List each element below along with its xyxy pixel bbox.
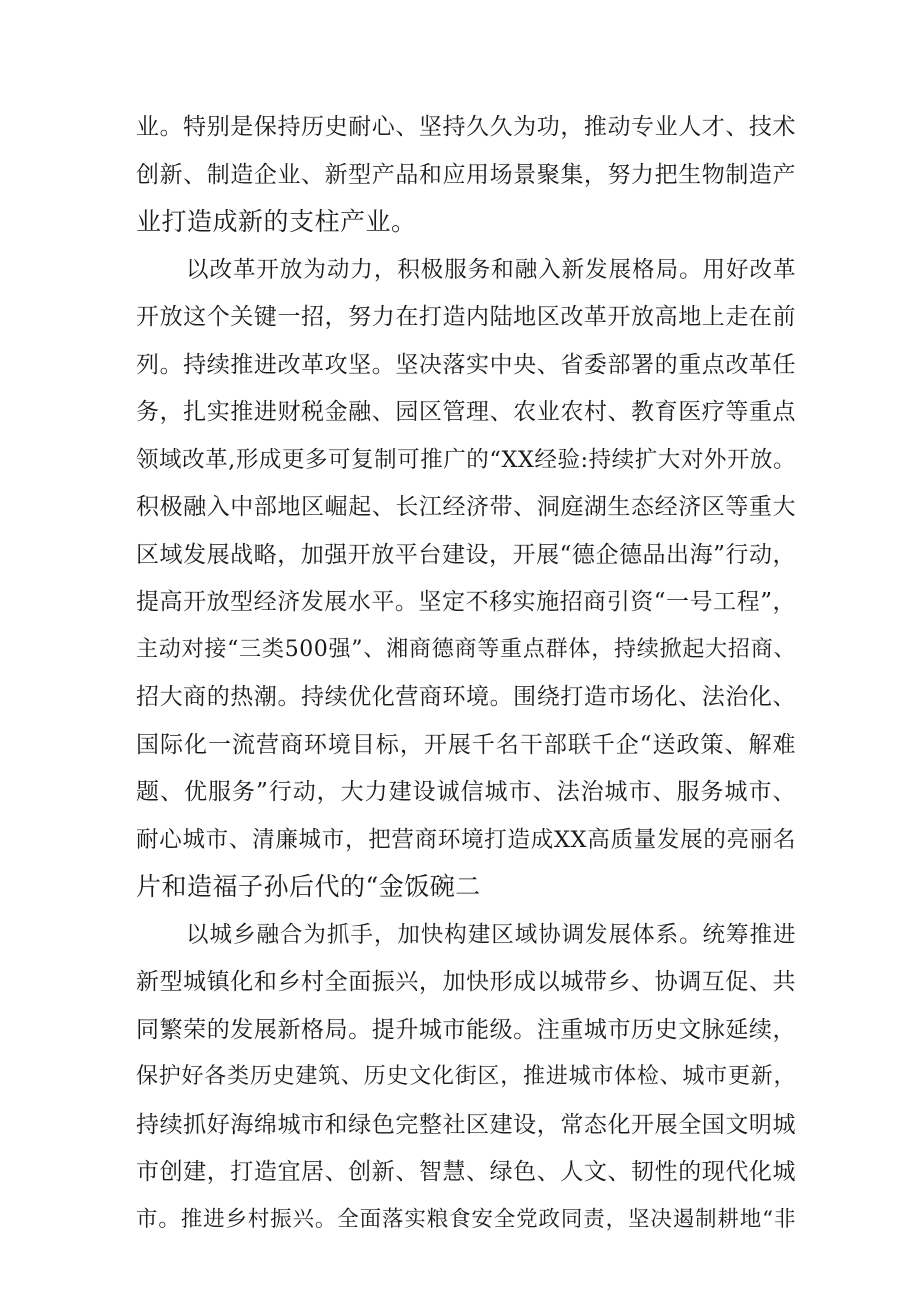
text-line: 主动对接“三类500强”、湘商德商等重点群体，持续掀起大招商、 <box>136 637 796 662</box>
text-line: 区域发展战略，加强开放平台建设，开展“德企德品出海”行动， <box>136 542 796 568</box>
text-line: 市创建，打造宜居、创新、智慧、绿色、人文、韧性的现代化城 <box>136 1159 796 1185</box>
text-line: 列。持续推进改革攻坚。坚决落实中央、省委部署的重点改革任 <box>136 352 796 378</box>
text-line: 保护好各类历史建筑、历史文化街区，推进城市体检、城市更新， <box>136 1064 796 1089</box>
paragraph-first-line: 以城乡融合为抓手，加快构建区域协调发展体系。统筹推进 <box>186 922 796 948</box>
text-line: 国际化一流营商环境目标，开展千名干部联千企“送政策、解难 <box>136 732 796 758</box>
text-line: 业打造成新的支柱产业。 <box>136 207 417 236</box>
paragraph-first-line: 以改革开放为动力，积极服务和融入新发展格局。用好改革 <box>186 257 796 283</box>
text-line: 业。特别是保持历史耐心、坚持久久为功，推动专业人才、技术 <box>136 114 796 140</box>
text-line: 积极融入中部地区崛起、长江经济带、洞庭湖生态经济区等重大 <box>136 494 796 520</box>
text-line: 务，扎实推进财税金融、园区管理、农业农村、教育医疗等重点 <box>136 399 796 425</box>
text-line: 新型城镇化和乡村全面振兴，加快形成以城带乡、协调互促、共 <box>136 969 796 995</box>
text-line: 提高开放型经济发展水平。坚定不移实施招商引资“一号工程”， <box>136 589 796 615</box>
text-line: 市。推进乡村振兴。全面落实粮食安全党政同责，坚决遏制耕地“非 <box>136 1207 796 1232</box>
text-line: 开放这个关键一招，努力在打造内陆地区改革开放高地上走在前 <box>136 304 796 330</box>
text-line: 领域改革,形成更多可复制可推广的“XX经验:持续扩大对外开放。 <box>136 447 796 473</box>
text-line: 招大商的热潮。持续优化营商环境。围绕打造市场化、法治化、 <box>136 684 796 710</box>
text-line: 持续抓好海绵城市和绿色完整社区建设，常态化开展全国文明城 <box>136 1112 796 1138</box>
text-line: 片和造福子孙后代的“金饭碗二 <box>136 872 481 901</box>
text-line: 题、优服务”行动，大力建设诚信城市、法治城市、服务城市、 <box>136 779 796 805</box>
text-line: 同繁荣的发展新格局。提升城市能级。注重城市历史文脉延续， <box>136 1017 796 1043</box>
text-line: 创新、制造企业、新型产品和应用场景聚集，努力把生物制造产 <box>136 162 796 188</box>
text-line: 耐心城市、清廉城市，把营商环境打造成XX高质量发展的亮丽名 <box>136 827 796 853</box>
